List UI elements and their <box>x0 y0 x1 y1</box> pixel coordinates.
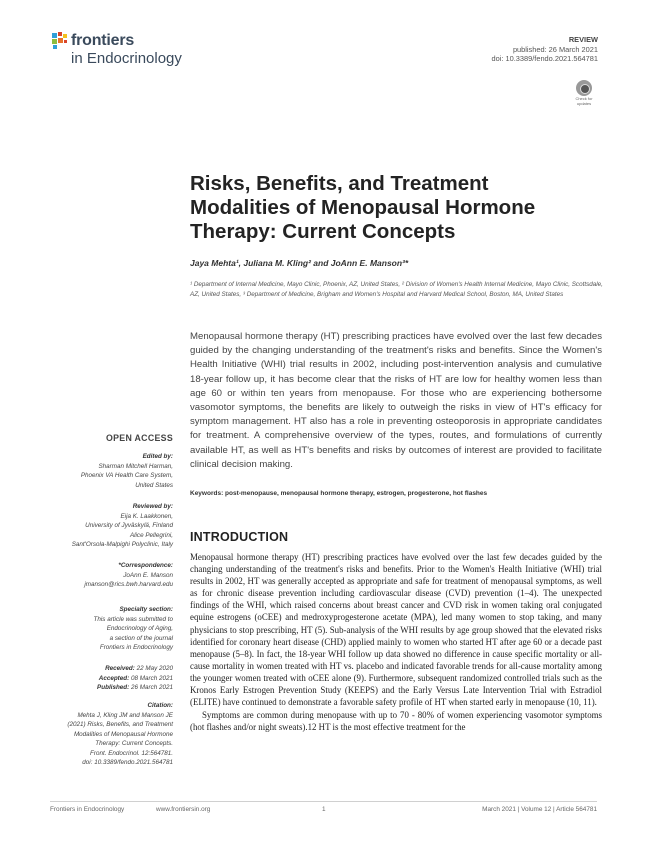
footer-divider <box>50 801 597 802</box>
page-footer <box>50 806 597 818</box>
citation-label: Citation: <box>147 702 173 709</box>
reviewer-line: Sant'Orsola-Malpighi Polyclinic, Italy <box>71 541 173 548</box>
citation-line: Modalities of Menopausal Hormone <box>73 730 173 738</box>
affiliations: ¹ Department of Internal Medicine, Mayo Clinic, Phoenix, AZ, United States, ² Division of Women's Health Internal Medicine, Mayo Clinic, Scottsdale, AZ, United States, ³ Department of Medicine, Brigham and Women's Hospital and Harvard Medical School, Boston, MA, United States <box>190 281 603 298</box>
editor-line: United States <box>135 481 173 489</box>
published-date-sidebar: Published: 26 March 2021 <box>97 684 173 691</box>
section-heading: INTRODUCTION <box>190 530 289 544</box>
correspondence-label: *Correspondence: <box>118 562 173 569</box>
citation-line: Therapy: Current Concepts. <box>95 740 173 747</box>
reviewer-line: Alice Pellegrini, <box>129 531 173 539</box>
specialty-line: This article was submitted to <box>93 615 173 623</box>
specialty-label: Specialty section: <box>119 606 173 613</box>
citation-doi[interactable]: doi: 10.3389/fendo.2021.564781 <box>82 759 173 766</box>
editor-line: Phoenix VA Health Care System, <box>80 472 173 479</box>
journal-logo[interactable] <box>50 30 200 70</box>
citation-block <box>50 701 173 768</box>
check-for-updates-button[interactable] <box>572 80 596 108</box>
body-paragraph: Symptoms are common during menopause with up to 70 - 80% of women experiencing vasomotor symptoms (hot flashes and/or night sweats).12 HT is the most effective treatment for the <box>190 710 602 733</box>
logo-brand: frontiers <box>71 32 135 49</box>
footer-issue: March 2021 | Volume 12 | Article 564781 <box>482 806 597 813</box>
edited-by-label: Edited by: <box>142 453 173 460</box>
citation-line: (2021) Risks, Benefits, and Treatment <box>67 721 173 728</box>
keywords: Keywords: post-menopause, menopausal hormone therapy, estrogen, progesterone, hot flashes <box>190 490 488 497</box>
check-updates-icon <box>576 80 592 96</box>
footer-journal: Frontiers in Endocrinology <box>50 806 125 813</box>
logo-journal-name: in Endocrinology <box>71 50 182 67</box>
accepted-date: Accepted: 08 March 2021 <box>98 674 173 682</box>
reviewer-line: University of Jyväskylä, Finland <box>85 522 173 529</box>
received-date: Received: 22 May 2020 <box>105 665 173 672</box>
edited-by-block <box>50 452 173 490</box>
correspondence-email[interactable]: jmanson@rics.bwh.harvard.edu <box>84 581 173 588</box>
published-date: published: 26 March 2021 <box>512 44 598 54</box>
specialty-line: Frontiers in Endocrinology <box>99 644 173 651</box>
correspondence-block <box>50 561 173 590</box>
page-number: 1 <box>322 806 326 813</box>
open-access-label: OPEN ACCESS <box>105 433 173 443</box>
specialty-line: Endocrinology of Aging, <box>106 625 173 632</box>
frontiers-logo-icon <box>50 31 70 51</box>
check-updates-label: Check for updates <box>575 96 593 106</box>
reviewed-by-label: Reviewed by: <box>132 503 173 510</box>
body-text <box>190 551 602 733</box>
article-title: Risks, Benefits, and Treatment Modalities of Menopausal Hormone Therapy: Current Concepts <box>190 172 536 243</box>
author-list[interactable]: Jaya Mehta¹, Juliana M. Kling² and JoAnn E. Manson³* <box>190 258 409 268</box>
article-meta <box>492 35 598 64</box>
body-paragraph: Menopausal hormone therapy (HT) prescribing practices have evolved over the last few decades guided by the changing understanding of the treatment's risks and benefits. Prior to the Women's Health Initiative (WHI) trial results in 2002, HT was generally accepted as appropriate and safe for treatment of menopausal symptoms, as well as for chronic disease prevention including cardiovascular disease (CVD) prevention (1–4). The unexpected findings of the WHI, which raised concerns about breast cancer and CVD risk in women taking oral conjugated equine estrogens (oCEE) and medroxyprogesterone acetate (MPA), led many women to stop taking, and many physicians to stop prescribing, HT (5). Sub-analysis of the WHI results by age group showed that the elevated risks identified for coronary heart disease (CHD) applied mainly to women who started HT after age 60 or a decade past menopause (5–8). In fact, the 18-year WHI follow up data showed no difference in cause specific mortality or all-cause mortality in women treated with HT vs. placebo and indicated favorable trends for all-cause mortality among the younger women treated with oCEE alone (9). Furthermore, subsequent randomized controlled trials such as the Kronos Early Estrogen Prevention Study (KEEPS) and the Early Versus Late Intervention Trial with Estradiol (ELITE) have continued to demonstrate a favorable safety profile of HT when started early in menopause (10, 11). <box>190 552 602 708</box>
doi-link[interactable]: doi: 10.3389/fendo.2021.564781 <box>491 54 598 64</box>
dates-block <box>50 664 173 693</box>
specialty-block <box>50 605 173 653</box>
correspondence-name: JoAnn E. Manson <box>123 571 173 579</box>
editor-line: Sharman Mitchell Harman, <box>98 462 173 470</box>
citation-line: Front. Endocrinol. 12:564781. <box>90 749 173 757</box>
specialty-line: a section of the journal <box>109 634 173 642</box>
abstract: Menopausal hormone therapy (HT) prescribing practices have evolved over the last few decades guided by the changing understanding of the treatment's risks and benefits. Since the Women's Health Initiative (WHI) trial results in 2002, including post-intervention analysis and cumulative 18-year follow up, it has become clear that the risks of HT are low for healthy women less than age 60 or within ten years from menopause. For those who are experiencing bothersome vasomotor symptoms, the benefits are likely to outweigh the risks in view of HT's efficacy for symptom management. HT also has a role in preventing osteoporosis in appropriate candidates for treatment. A comprehensive overview of the types, routes, and formulations of currently available HT, as well as HT's benefits and risks by outcomes of interest are provided to facilitate clinical decision making. <box>190 331 602 470</box>
article-type: REVIEW <box>568 35 598 44</box>
reviewed-by-block <box>50 502 173 550</box>
citation-line: Mehta J, Kling JM and Manson JE <box>77 711 173 719</box>
reviewer-line: Eija K. Laakkonen, <box>120 512 173 520</box>
footer-url[interactable]: www.frontiersin.org <box>156 806 211 813</box>
